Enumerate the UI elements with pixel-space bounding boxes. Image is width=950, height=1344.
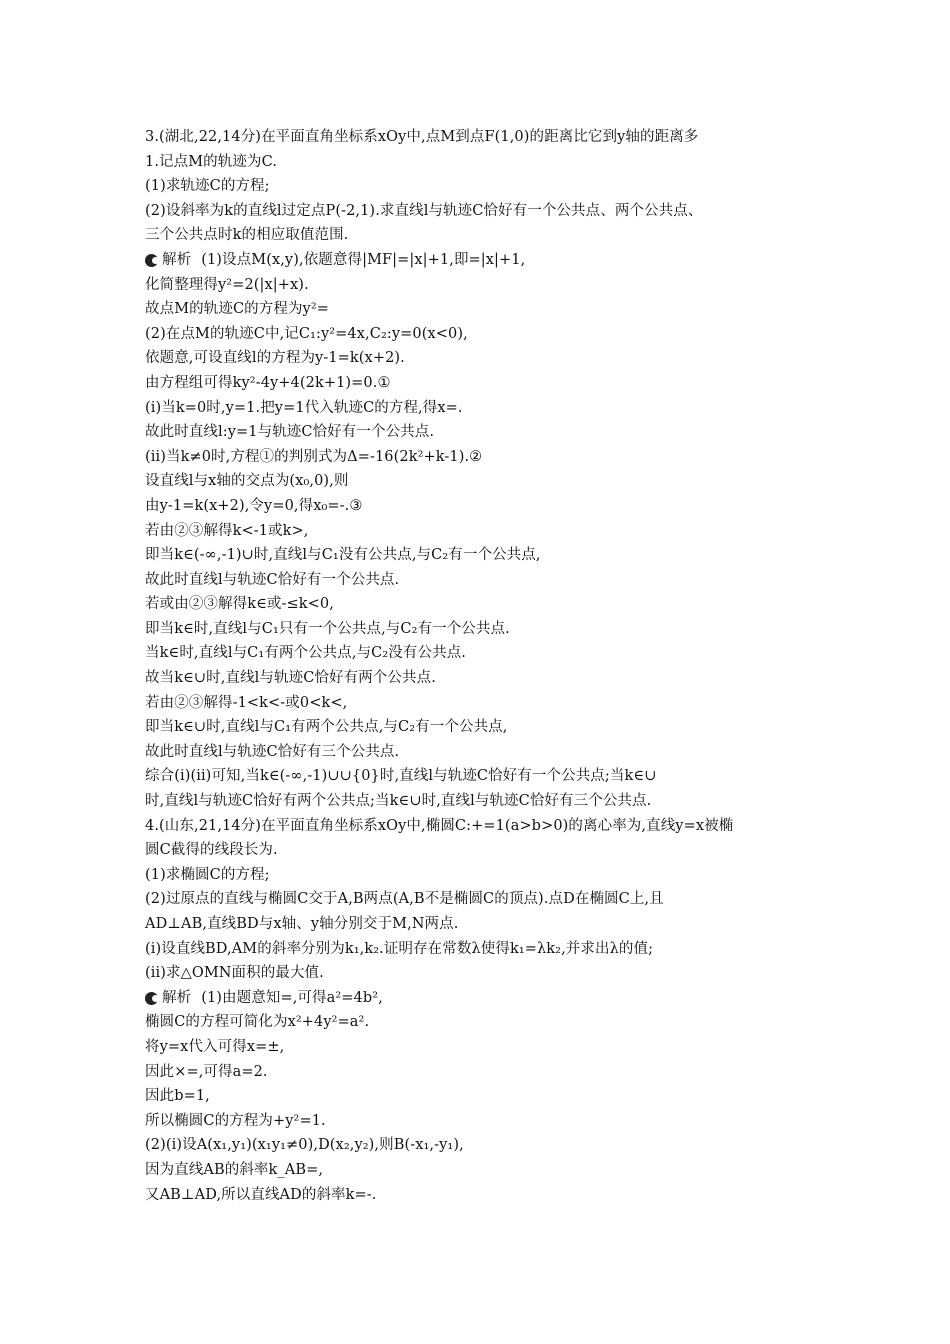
- solution-line: 即当k∈时,直线l与C₁只有一个公共点,与C₂有一个公共点.: [145, 620, 510, 637]
- problem-3-question-2-line-2: 三个公共点时k的相应取值范围.: [145, 227, 349, 244]
- solution-line: 设直线l与x轴的交点为(x₀,0),则: [145, 473, 349, 490]
- problem-3-stem-line-2: 1.记点M的轨迹为C.: [145, 153, 277, 170]
- solution-line: 由y-1=k(x+2),令y=0,得x₀=-.③: [145, 497, 363, 514]
- answer-marker-icon: [145, 254, 158, 267]
- solution-line: 时,直线l与轨迹C恰好有两个公共点;当k∈∪时,直线l与轨迹C恰好有三个公共点.: [145, 793, 652, 810]
- solution-line: 因此b=1,: [145, 1088, 210, 1105]
- solution-line: 若由②③解得-1<k<-或0<k<,: [145, 694, 348, 711]
- solution-line: 因此×=,可得a=2.: [145, 1063, 268, 1080]
- problem-3-answer-header: [145, 248, 825, 273]
- solution-line: 若由②③解得k<-1或k>,: [145, 522, 309, 539]
- problem-3-stem-line-1: 3.(湖北,22,14分)在平面直角坐标系xOy中,点M到点F(1,0)的距离比它到y轴的距离多: [145, 129, 699, 145]
- solution-line: 故此时直线l与轨迹C恰好有三个公共点.: [145, 743, 400, 760]
- answer-label: 解析: [162, 989, 192, 1006]
- problem-3-question-2-line-1: (2)设斜率为k的直线l过定点P(-2,1).求直线l与轨迹C恰好有一个公共点、两个公共点、: [145, 202, 703, 219]
- problem-4-question-2-line-1: (2)过原点的直线与椭圆C交于A,B两点(A,B不是椭圆C的顶点).点D在椭圆C上,且: [145, 891, 664, 908]
- solution-line: 故当k∈∪时,直线l与轨迹C恰好有两个公共点.: [145, 670, 436, 687]
- problem-4-stem-line-2: 圆C截得的线段长为.: [145, 842, 278, 859]
- problem-3-solution: [145, 273, 825, 814]
- solution-line: 即当k∈(-∞,-1)∪时,直线l与C₁没有公共点,与C₂有一个公共点,: [145, 547, 541, 564]
- solution-line: 故此时直线l与轨迹C恰好有一个公共点.: [145, 571, 400, 588]
- solution-line: 若或由②③解得k∈或-≤k<0,: [145, 596, 334, 613]
- problem-4-question-2-line-2: AD⊥AB,直线BD与x轴、y轴分别交于M,N两点.: [145, 916, 459, 932]
- solution-line: (i)当k=0时,y=1.把y=1代入轨迹C的方程,得x=.: [145, 399, 463, 416]
- answer-label: 解析: [162, 251, 192, 268]
- solution-line: 故点M的轨迹C的方程为y²=: [145, 301, 329, 318]
- problem-3: [145, 125, 825, 814]
- problem-4-answer-header: [145, 986, 825, 1011]
- problem-4-stem-line-1: 4.(山东,21,14分)在平面直角坐标系xOy中,椭圆C:+=1(a>b>0)的离心率为,直线y=x被椭: [145, 817, 734, 834]
- problem-4-solution: [145, 1010, 825, 1207]
- answer-marker-icon: [145, 992, 158, 1005]
- solution-line: 椭圆C的方程可简化为x²+4y²=a².: [145, 1014, 370, 1031]
- problem-4: [145, 814, 825, 1208]
- solution-line: 即当k∈∪时,直线l与C₁有两个公共点,与C₂有一个公共点,: [145, 719, 508, 736]
- document-content: [145, 125, 825, 1207]
- solution-line: 综合(i)(ii)可知,当k∈(-∞,-1)∪∪{0}时,直线l与轨迹C恰好有一个公共点;当k∈∪: [145, 768, 657, 785]
- problem-3-question-1: (1)求轨迹C的方程;: [145, 178, 270, 195]
- solution-line: 因为直线AB的斜率k_AB=,: [145, 1161, 324, 1178]
- solution-line: (2)(i)设A(x₁,y₁)(x₁y₁≠0),D(x₂,y₂),则B(-x₁,-y₁),: [145, 1137, 464, 1154]
- solution-line: (1)由题意知=,可得a²=4b²,: [201, 989, 383, 1006]
- problem-4-question-2-ii: (ii)求△OMN面积的最大值.: [145, 965, 324, 982]
- solution-line: 所以椭圆C的方程为+y²=1.: [145, 1112, 326, 1129]
- solution-line: 由方程组可得ky²-4y+4(2k+1)=0.①: [145, 374, 391, 391]
- solution-line: 依题意,可设直线l的方程为y-1=k(x+2).: [145, 350, 405, 367]
- solution-line: 化简整理得y²=2(|x|+x).: [145, 276, 309, 293]
- solution-line: 又AB⊥AD,所以直线AD的斜率k=-.: [145, 1186, 377, 1203]
- solution-line: (2)在点M的轨迹C中,记C₁:y²=4x,C₂:y=0(x<0),: [145, 325, 468, 342]
- solution-line: (1)设点M(x,y),依题意得|MF|=|x|+1,即=|x|+1,: [201, 251, 526, 268]
- solution-line: 当k∈时,直线l与C₁有两个公共点,与C₂没有公共点.: [145, 645, 466, 662]
- problem-4-question-1: (1)求椭圆C的方程;: [145, 866, 270, 883]
- solution-line: (ii)当k≠0时,方程①的判别式为Δ=-16(2k²+k-1).②: [145, 448, 483, 465]
- solution-line: 故此时直线l:y=1与轨迹C恰好有一个公共点.: [145, 424, 435, 441]
- solution-line: 将y=x代入可得x=±,: [145, 1038, 285, 1055]
- problem-4-question-2-i: (i)设直线BD,AM的斜率分别为k₁,k₂.证明存在常数λ使得k₁=λk₂,并求出λ的值;: [145, 940, 654, 957]
